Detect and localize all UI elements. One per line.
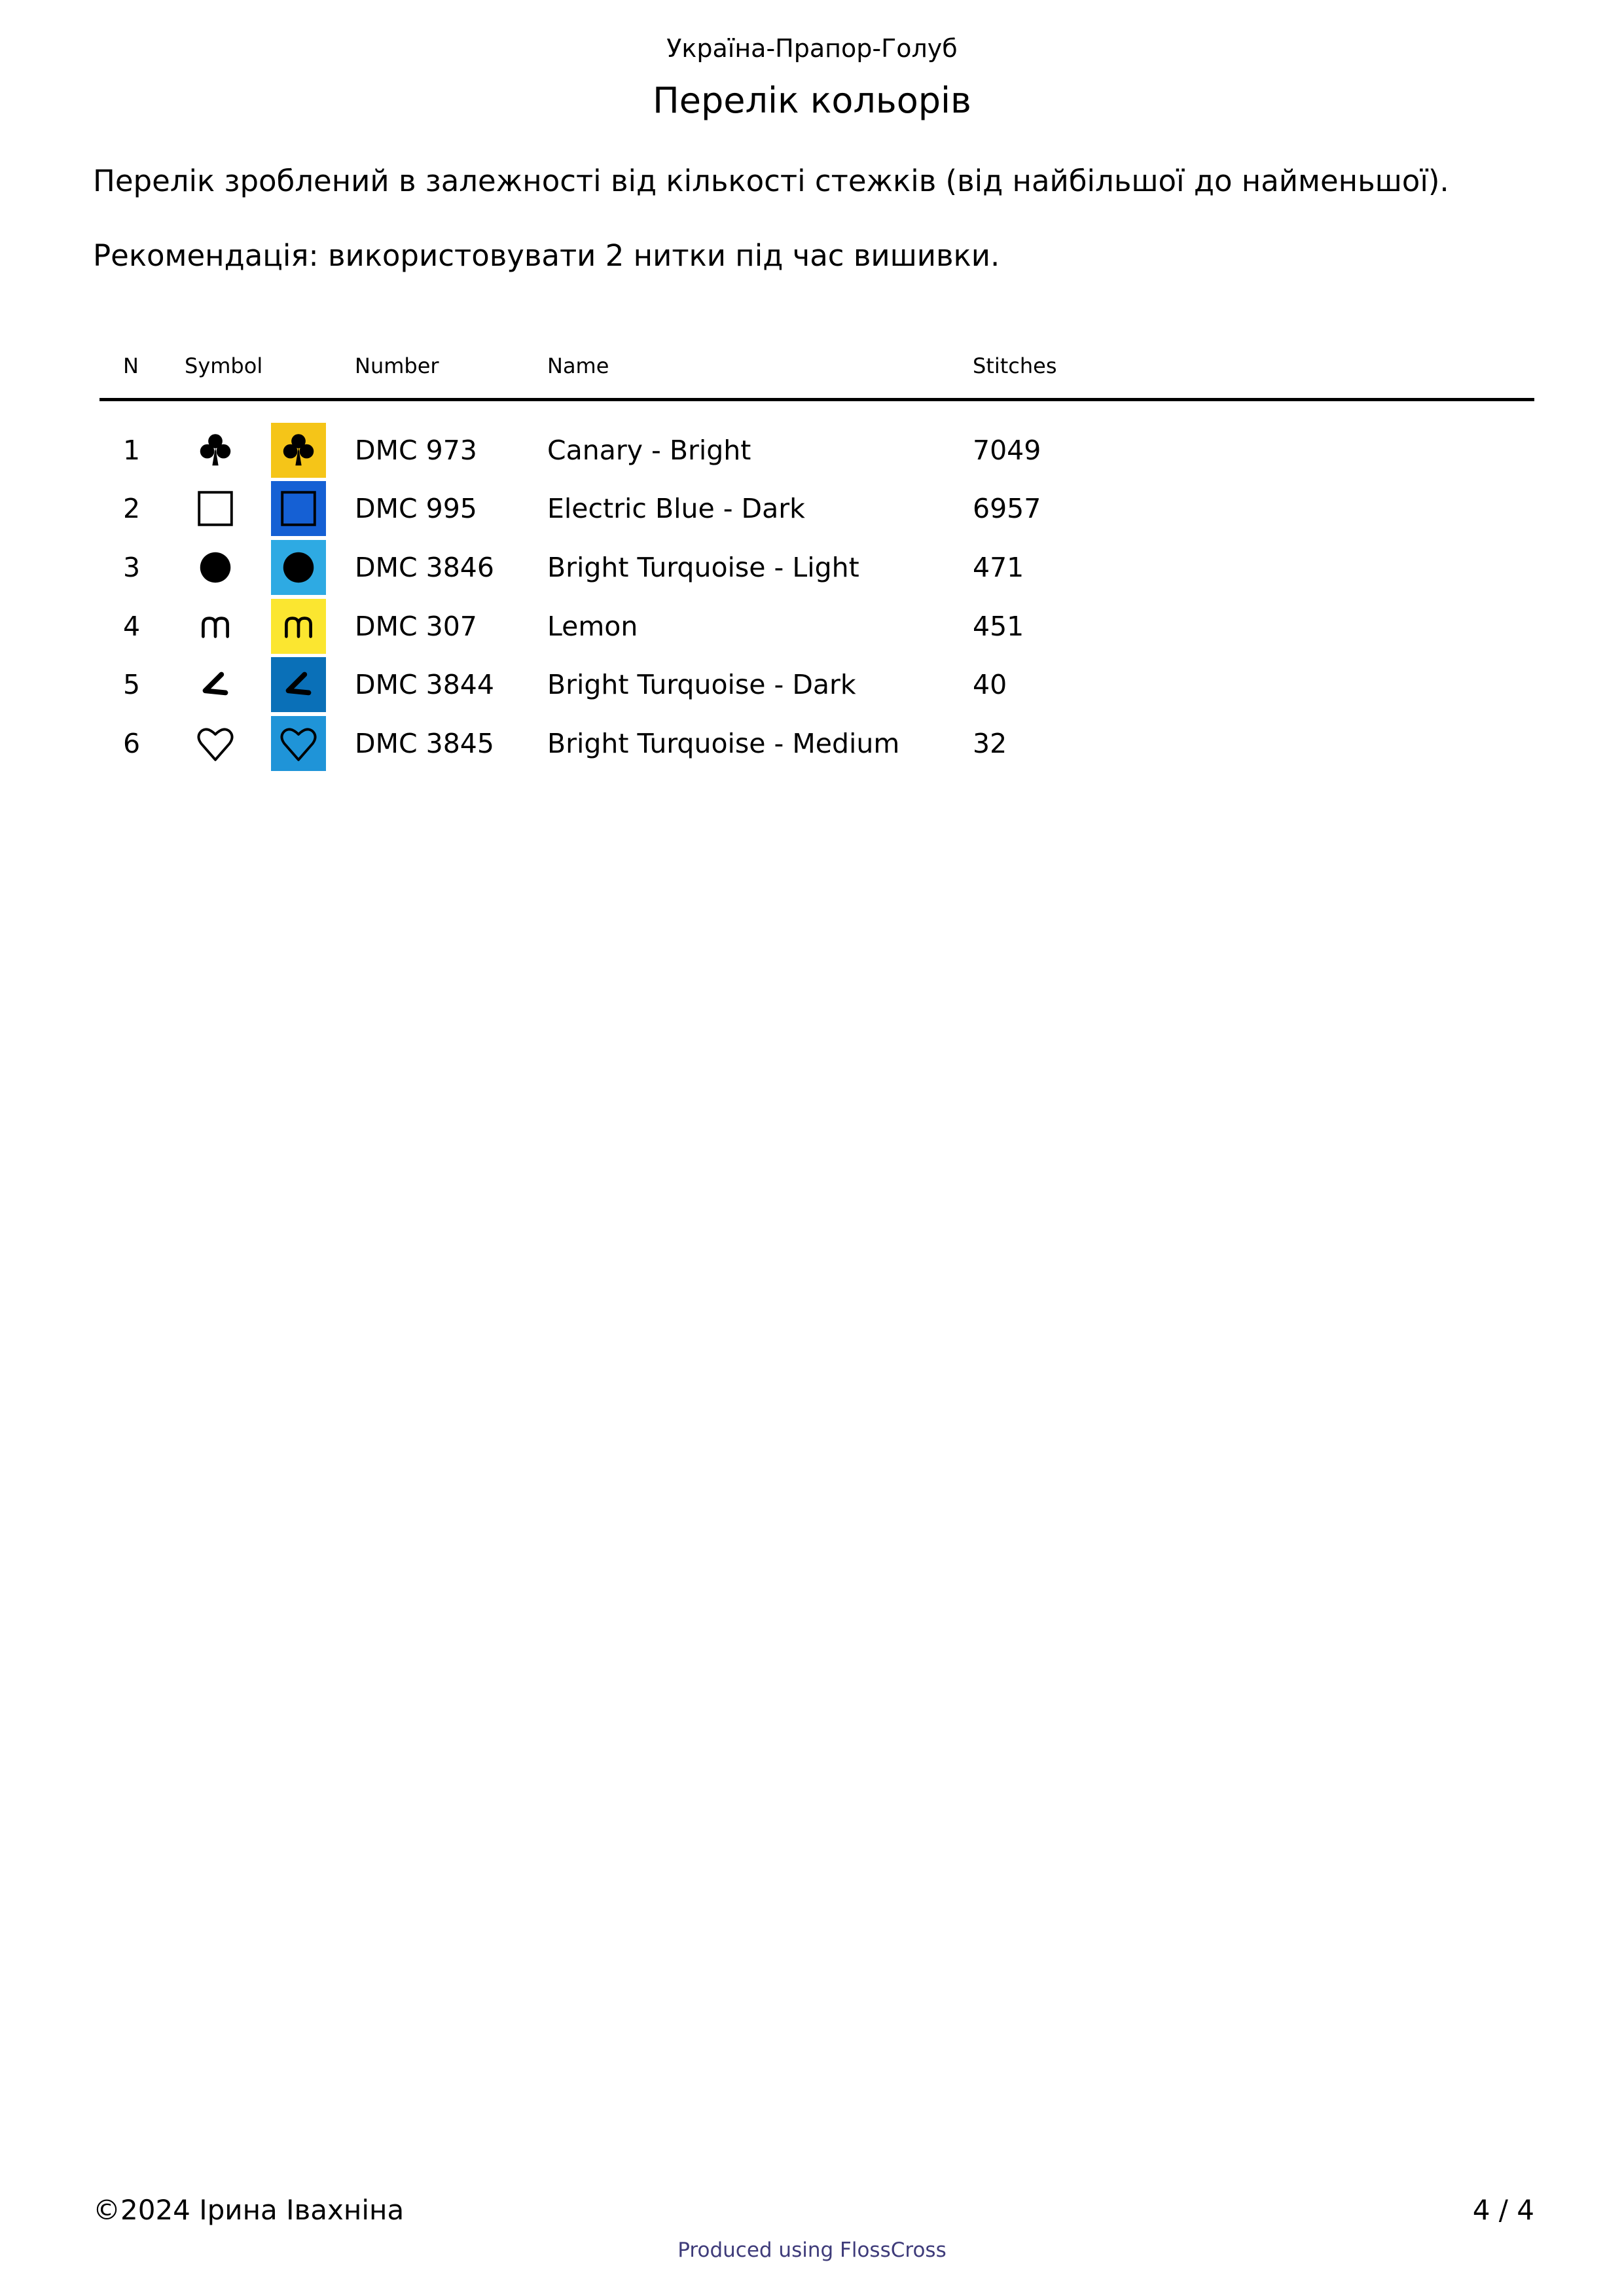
thread-name: Bright Turquoise - Light	[547, 551, 859, 583]
circle-icon	[192, 545, 238, 590]
table-header	[99, 347, 1534, 401]
square-icon	[192, 486, 238, 531]
table-row	[99, 480, 1534, 539]
row-index: 3	[123, 551, 141, 583]
thread-name: Lemon	[547, 610, 638, 642]
angle-icon	[192, 662, 238, 708]
color-swatch	[271, 481, 326, 536]
thread-number: DMC 3844	[355, 669, 494, 701]
stitch-count: 451	[973, 610, 1024, 642]
m-icon	[192, 603, 238, 649]
page-title: Перелік кольорів	[653, 80, 971, 121]
thread-number: DMC 307	[355, 610, 477, 642]
table-row	[99, 597, 1534, 656]
intro-line-2: Рекомендація: використовувати 2 нитки під час вишивки.	[93, 238, 1000, 273]
header-symbol: Symbol	[185, 353, 263, 378]
color-swatch	[271, 716, 326, 771]
produced-by: Produced using FlossCross	[677, 2238, 947, 2262]
color-swatch	[271, 599, 326, 654]
table-body	[99, 421, 1534, 773]
row-index: 1	[123, 434, 141, 466]
club-icon	[192, 427, 238, 473]
stitch-count: 40	[973, 669, 1007, 701]
thread-number: DMC 973	[355, 434, 477, 466]
header-number: Number	[355, 353, 439, 378]
stitch-count: 32	[973, 727, 1007, 759]
thread-name: Canary - Bright	[547, 434, 751, 466]
thread-number: DMC 995	[355, 493, 477, 525]
stitch-count: 7049	[973, 434, 1041, 466]
thread-number: DMC 3845	[355, 727, 494, 759]
thread-number: DMC 3846	[355, 551, 494, 583]
color-swatch	[271, 540, 326, 595]
stitch-count: 471	[973, 551, 1024, 583]
table-row	[99, 655, 1534, 714]
thread-name: Bright Turquoise - Dark	[547, 669, 856, 701]
thread-name: Bright Turquoise - Medium	[547, 727, 900, 759]
row-index: 4	[123, 610, 141, 642]
row-index: 5	[123, 669, 141, 701]
intro-line-1: Перелік зроблений в залежності від кількості стежків (від найбільшої до найменьшої).	[93, 164, 1449, 198]
table-row	[99, 538, 1534, 597]
table-row	[99, 714, 1534, 773]
row-index: 6	[123, 727, 141, 759]
header-name: Name	[547, 353, 609, 378]
stitch-count: 6957	[973, 493, 1041, 525]
table-row	[99, 421, 1534, 480]
header-stitches: Stitches	[973, 353, 1057, 378]
heart-icon	[192, 721, 238, 766]
color-swatch	[271, 657, 326, 712]
row-index: 2	[123, 493, 141, 525]
page-number: 4 / 4	[1472, 2194, 1534, 2226]
color-swatch	[271, 423, 326, 478]
copyright: ©2024 Ірина Івахніна	[93, 2194, 405, 2226]
pattern-name: Україна-Прапор-Голуб	[666, 34, 958, 63]
color-table	[99, 347, 1534, 773]
header-n: N	[123, 353, 139, 378]
thread-name: Electric Blue - Dark	[547, 493, 805, 525]
